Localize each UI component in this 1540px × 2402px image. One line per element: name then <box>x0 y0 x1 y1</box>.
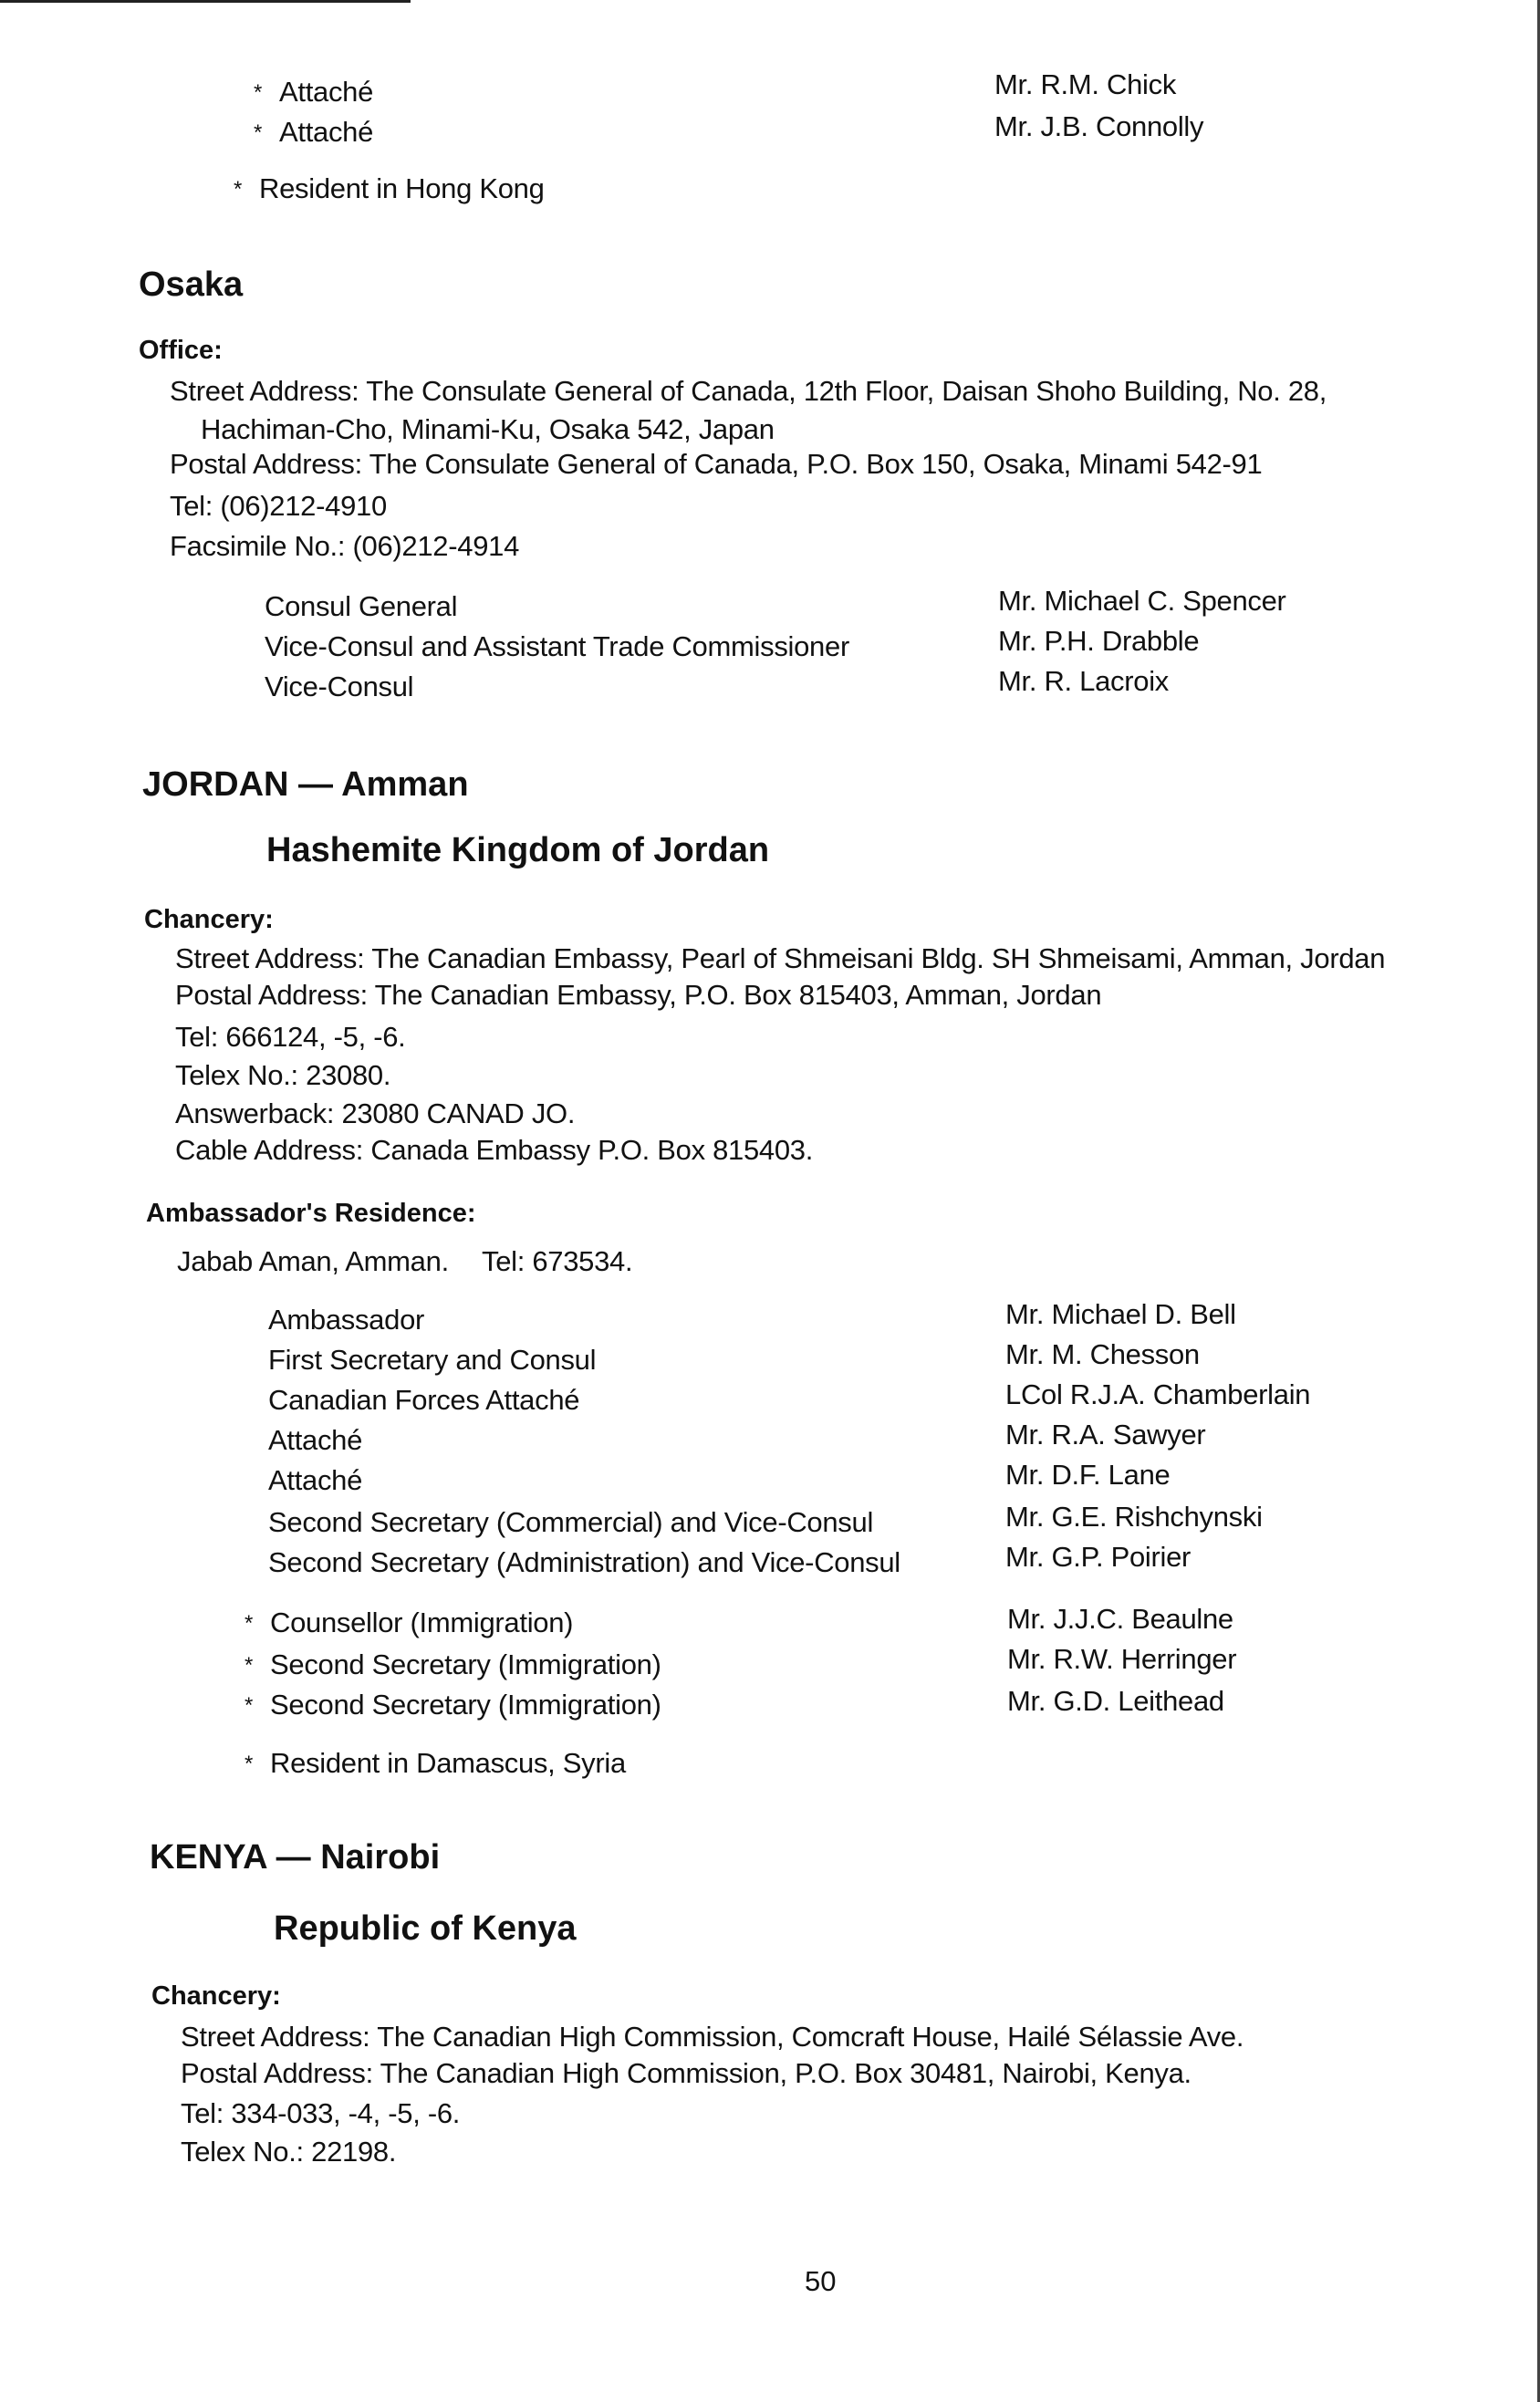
staff-name: Mr. J.B. Connolly <box>994 110 1204 142</box>
answerback: Answerback: 23080 CANAD JO. <box>175 1097 576 1129</box>
residence-label: Ambassador's Residence: <box>146 1199 476 1228</box>
telex: Telex No.: 23080. <box>175 1059 391 1091</box>
staff-title: Attaché <box>268 1424 363 1456</box>
staff-name: Mr. R.M. Chick <box>994 68 1177 100</box>
staff-name: Mr. R. Lacroix <box>998 665 1170 697</box>
staff-name: Mr. G.E. Rishchynski <box>1005 1501 1263 1533</box>
staff-title: Vice-Consul and Assistant Trade Commissioner <box>265 630 849 662</box>
staff-name: Mr. G.D. Leithead <box>1007 1685 1224 1717</box>
staff-title: * Counsellor (Immigration) <box>245 1606 573 1641</box>
staff-title: First Secretary and Consul <box>268 1344 597 1376</box>
bullet-star-icon: * <box>245 1611 254 1636</box>
staff-name: Mr. R.A. Sawyer <box>1005 1419 1206 1451</box>
office-label: Office: <box>139 336 223 365</box>
street-address: Street Address: The Canadian High Commission, Comcraft House, Hailé Sélassie Ave. <box>181 2021 1244 2053</box>
chancery-label: Chancery: <box>144 905 274 934</box>
staff-title: * Attaché <box>254 115 373 151</box>
street-address: Street Address: The Canadian Embassy, Pearl of Shmeisani Bldg. SH Shmeisami, Amman, Jordan <box>175 942 1386 974</box>
staff-name: Mr. M. Chesson <box>1005 1338 1200 1370</box>
bullet-star-icon: * <box>245 1752 254 1776</box>
staff-title: Consul General <box>265 590 458 622</box>
postal-address: Postal Address: The Canadian Embassy, P.O. Box 815403, Amman, Jordan <box>175 979 1102 1011</box>
staff-title: Canadian Forces Attaché <box>268 1384 580 1416</box>
postal-address: Postal Address: The Canadian High Commission, P.O. Box 30481, Nairobi, Kenya. <box>181 2057 1191 2089</box>
staff-name: Mr. Michael D. Bell <box>1005 1298 1236 1330</box>
chancery-label: Chancery: <box>151 1981 281 2011</box>
telex: Telex No.: 22198. <box>181 2136 397 2168</box>
country-subheading: Republic of Kenya <box>274 1909 577 1948</box>
staff-title: Ambassador <box>268 1304 425 1336</box>
staff-name: Mr. J.J.C. Beaulne <box>1007 1603 1233 1635</box>
bullet-star-icon: * <box>245 1653 254 1678</box>
staff-title: Second Secretary (Commercial) and Vice-Consul <box>268 1506 874 1538</box>
bullet-star-icon: * <box>245 1693 254 1718</box>
bullet-star-icon: * <box>254 120 263 145</box>
telephone: Tel: 334-033, -4, -5, -6. <box>181 2097 461 2129</box>
section-heading: Osaka <box>139 265 244 304</box>
staff-name: Mr. Michael C. Spencer <box>998 585 1286 617</box>
footnote: * Resident in Damascus, Syria <box>245 1746 626 1782</box>
top-rule <box>0 0 411 3</box>
facsimile: Facsimile No.: (06)212-4914 <box>170 530 520 562</box>
staff-name: Mr. D.F. Lane <box>1005 1459 1171 1491</box>
telephone: Tel: 666124, -5, -6. <box>175 1021 406 1053</box>
cable-address: Cable Address: Canada Embassy P.O. Box 815403. <box>175 1134 814 1166</box>
staff-title: * Second Secretary (Immigration) <box>245 1688 661 1723</box>
street-address: Street Address: The Consulate General of Canada, 12th Floor, Daisan Shoho Building, No. 28, <box>170 375 1327 407</box>
staff-name: Mr. R.W. Herringer <box>1007 1643 1237 1675</box>
residence-telephone: Tel: 673534. <box>482 1245 633 1277</box>
staff-title: Attaché <box>268 1464 363 1496</box>
footnote: * Resident in Hong Kong <box>234 172 545 207</box>
staff-title: Second Secretary (Administration) and Vice-Consul <box>268 1546 900 1578</box>
bullet-star-icon: * <box>254 80 263 105</box>
bullet-star-icon: * <box>234 177 243 202</box>
postal-address: Postal Address: The Consulate General of Canada, P.O. Box 150, Osaka, Minami 542-91 <box>170 448 1263 480</box>
country-subheading: Hashemite Kingdom of Jordan <box>266 831 770 869</box>
staff-name: LCol R.J.A. Chamberlain <box>1005 1378 1311 1410</box>
street-address-cont: Hachiman-Cho, Minami-Ku, Osaka 542, Japan <box>201 413 775 445</box>
page-number: 50 <box>805 2265 837 2297</box>
staff-name: Mr. P.H. Drabble <box>998 625 1200 657</box>
country-heading: KENYA — Nairobi <box>150 1838 441 1877</box>
residence-address: Jabab Aman, Amman. <box>177 1245 449 1277</box>
staff-title: * Attaché <box>254 75 373 110</box>
staff-title: * Second Secretary (Immigration) <box>245 1648 661 1683</box>
staff-title: Vice-Consul <box>265 671 414 702</box>
telephone: Tel: (06)212-4910 <box>170 490 387 522</box>
country-heading: JORDAN — Amman <box>142 765 469 804</box>
staff-name: Mr. G.P. Poirier <box>1005 1541 1191 1573</box>
